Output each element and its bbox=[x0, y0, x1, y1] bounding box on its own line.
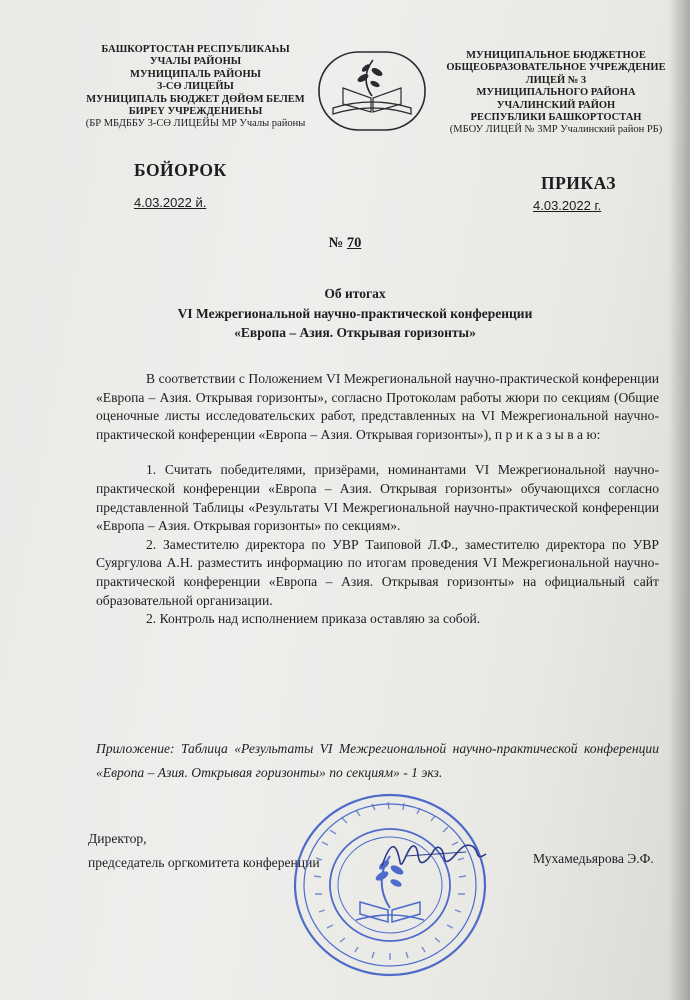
date-russian: 4.03.2022 г. bbox=[533, 198, 602, 213]
header-left-abbr: (БР МБДББУ 3-СӨ ЛИЦЕЙЫ МР Учалы районы bbox=[85, 118, 306, 130]
official-seal-icon bbox=[290, 790, 490, 980]
signatory-title-line: Директор, bbox=[88, 831, 147, 846]
order-item-3: 2. Контроль над исполнением приказа оставляю за собой. bbox=[146, 611, 481, 627]
header-right-line: МУНИЦИПАЛЬНОЕ БЮДЖЕТНОЕ bbox=[466, 50, 646, 61]
header-left-line: МУНИЦИПАЛЬ БЮДЖЕТ ДӨЙӨМ БЕЛЕМ bbox=[86, 93, 305, 105]
order-number bbox=[0, 235, 690, 252]
order-number-prefix: № bbox=[328, 235, 347, 251]
header-right-line: ОБЩЕОБРАЗОВАТЕЛЬНОЕ УЧРЕЖДЕНИЕ bbox=[446, 62, 666, 74]
header-left bbox=[78, 44, 313, 131]
header-right-line: УЧАЛИНСКИЙ РАЙОН bbox=[496, 99, 616, 111]
header-right-abbr: (МБОУ ЛИЦЕЙ № 3МР Учалинский район РБ) bbox=[449, 124, 663, 136]
date-bashkir: 4.03.2022 й. bbox=[134, 195, 207, 210]
subject-line: «Европа – Азия. Открывая горизонты» bbox=[234, 325, 476, 340]
order-subject bbox=[140, 284, 570, 343]
order-item-2: 2. Заместителю директора по УВР Таиповой Л.Ф., заместителю директора по УВР Суяргулова А.Н. разместить информацию по итогам проведения VI Межрегиональной научно-практической конференции «Европа – Азия. Открывая горизонты» на официальный сайт образовательной организации. bbox=[96, 536, 659, 608]
header-left-line: БИРЕҮ УЧРЕЖДЕНИЕҺЫ bbox=[128, 106, 263, 118]
signatory-name: Мухамедьярова Э.Ф. bbox=[533, 851, 654, 866]
header-right-line: ЛИЦЕЙ № 3 bbox=[525, 74, 587, 86]
header-left-line: БАШКОРТОСТАН РЕСПУБЛИКАҺЫ bbox=[101, 44, 290, 55]
order-item-1: 1. Считать победителями, призёрами, номинантами VI Межрегиональной научно-практической конференции «Европа – Азия. Открывая горизонты» обучающихся согласно представленной Таблицы «Результаты VI Межрегиональной научно-практической конференции «Европа – Азия. Открывая горизонты» по секциям». bbox=[96, 462, 659, 534]
signatory-title-line: председатель оргкомитета конференции bbox=[88, 855, 320, 870]
subject-line: Об итогах bbox=[324, 286, 386, 301]
order-number-value: 70 bbox=[346, 235, 362, 251]
header-left-line: УЧАЛЫ РАЙОНЫ bbox=[149, 56, 242, 68]
doc-title-bashkir: БОЙОРОК bbox=[134, 160, 227, 180]
signatory-title bbox=[88, 827, 320, 875]
header-left-line: 3-СӨ ЛИЦЕЙЫ bbox=[157, 81, 234, 93]
school-emblem-icon bbox=[313, 48, 431, 134]
preamble: В соответствии с Положением VI Межрегиональной научно-практической конференции «Европа – Азия. Открывая горизонты», согласно Протоколам работы жюри по секциям (Общие оценочные листы исследовательских работ, представленных на VI Межрегиональной научно-практической конференции «Европа – Азия. Открывая горизонты»), п р и к а з ы в а ю: bbox=[96, 371, 659, 442]
subject-line: VI Межрегиональной научно-практической конференции bbox=[177, 305, 533, 321]
page-shadow bbox=[668, 0, 690, 1000]
annex-note: Приложение: Таблица «Результаты VI Межрегиональной научно-практической конференции «Европа – Азия. Открывая горизонты» по секциям» - 1 экз. bbox=[96, 741, 659, 780]
doc-title-russian: ПРИКАЗ bbox=[541, 173, 617, 193]
header-right-line: РЕСПУБЛИКИ БАШКОРТОСТАН bbox=[470, 112, 642, 124]
handwritten-signature-icon bbox=[376, 832, 496, 877]
header-right bbox=[440, 50, 672, 137]
header-right-line: МУНИЦИПАЛЬНОГО РАЙОНА bbox=[476, 87, 636, 99]
order-body bbox=[96, 370, 659, 629]
header-left-line: МУНИЦИПАЛЬ РАЙОНЫ bbox=[130, 68, 261, 80]
